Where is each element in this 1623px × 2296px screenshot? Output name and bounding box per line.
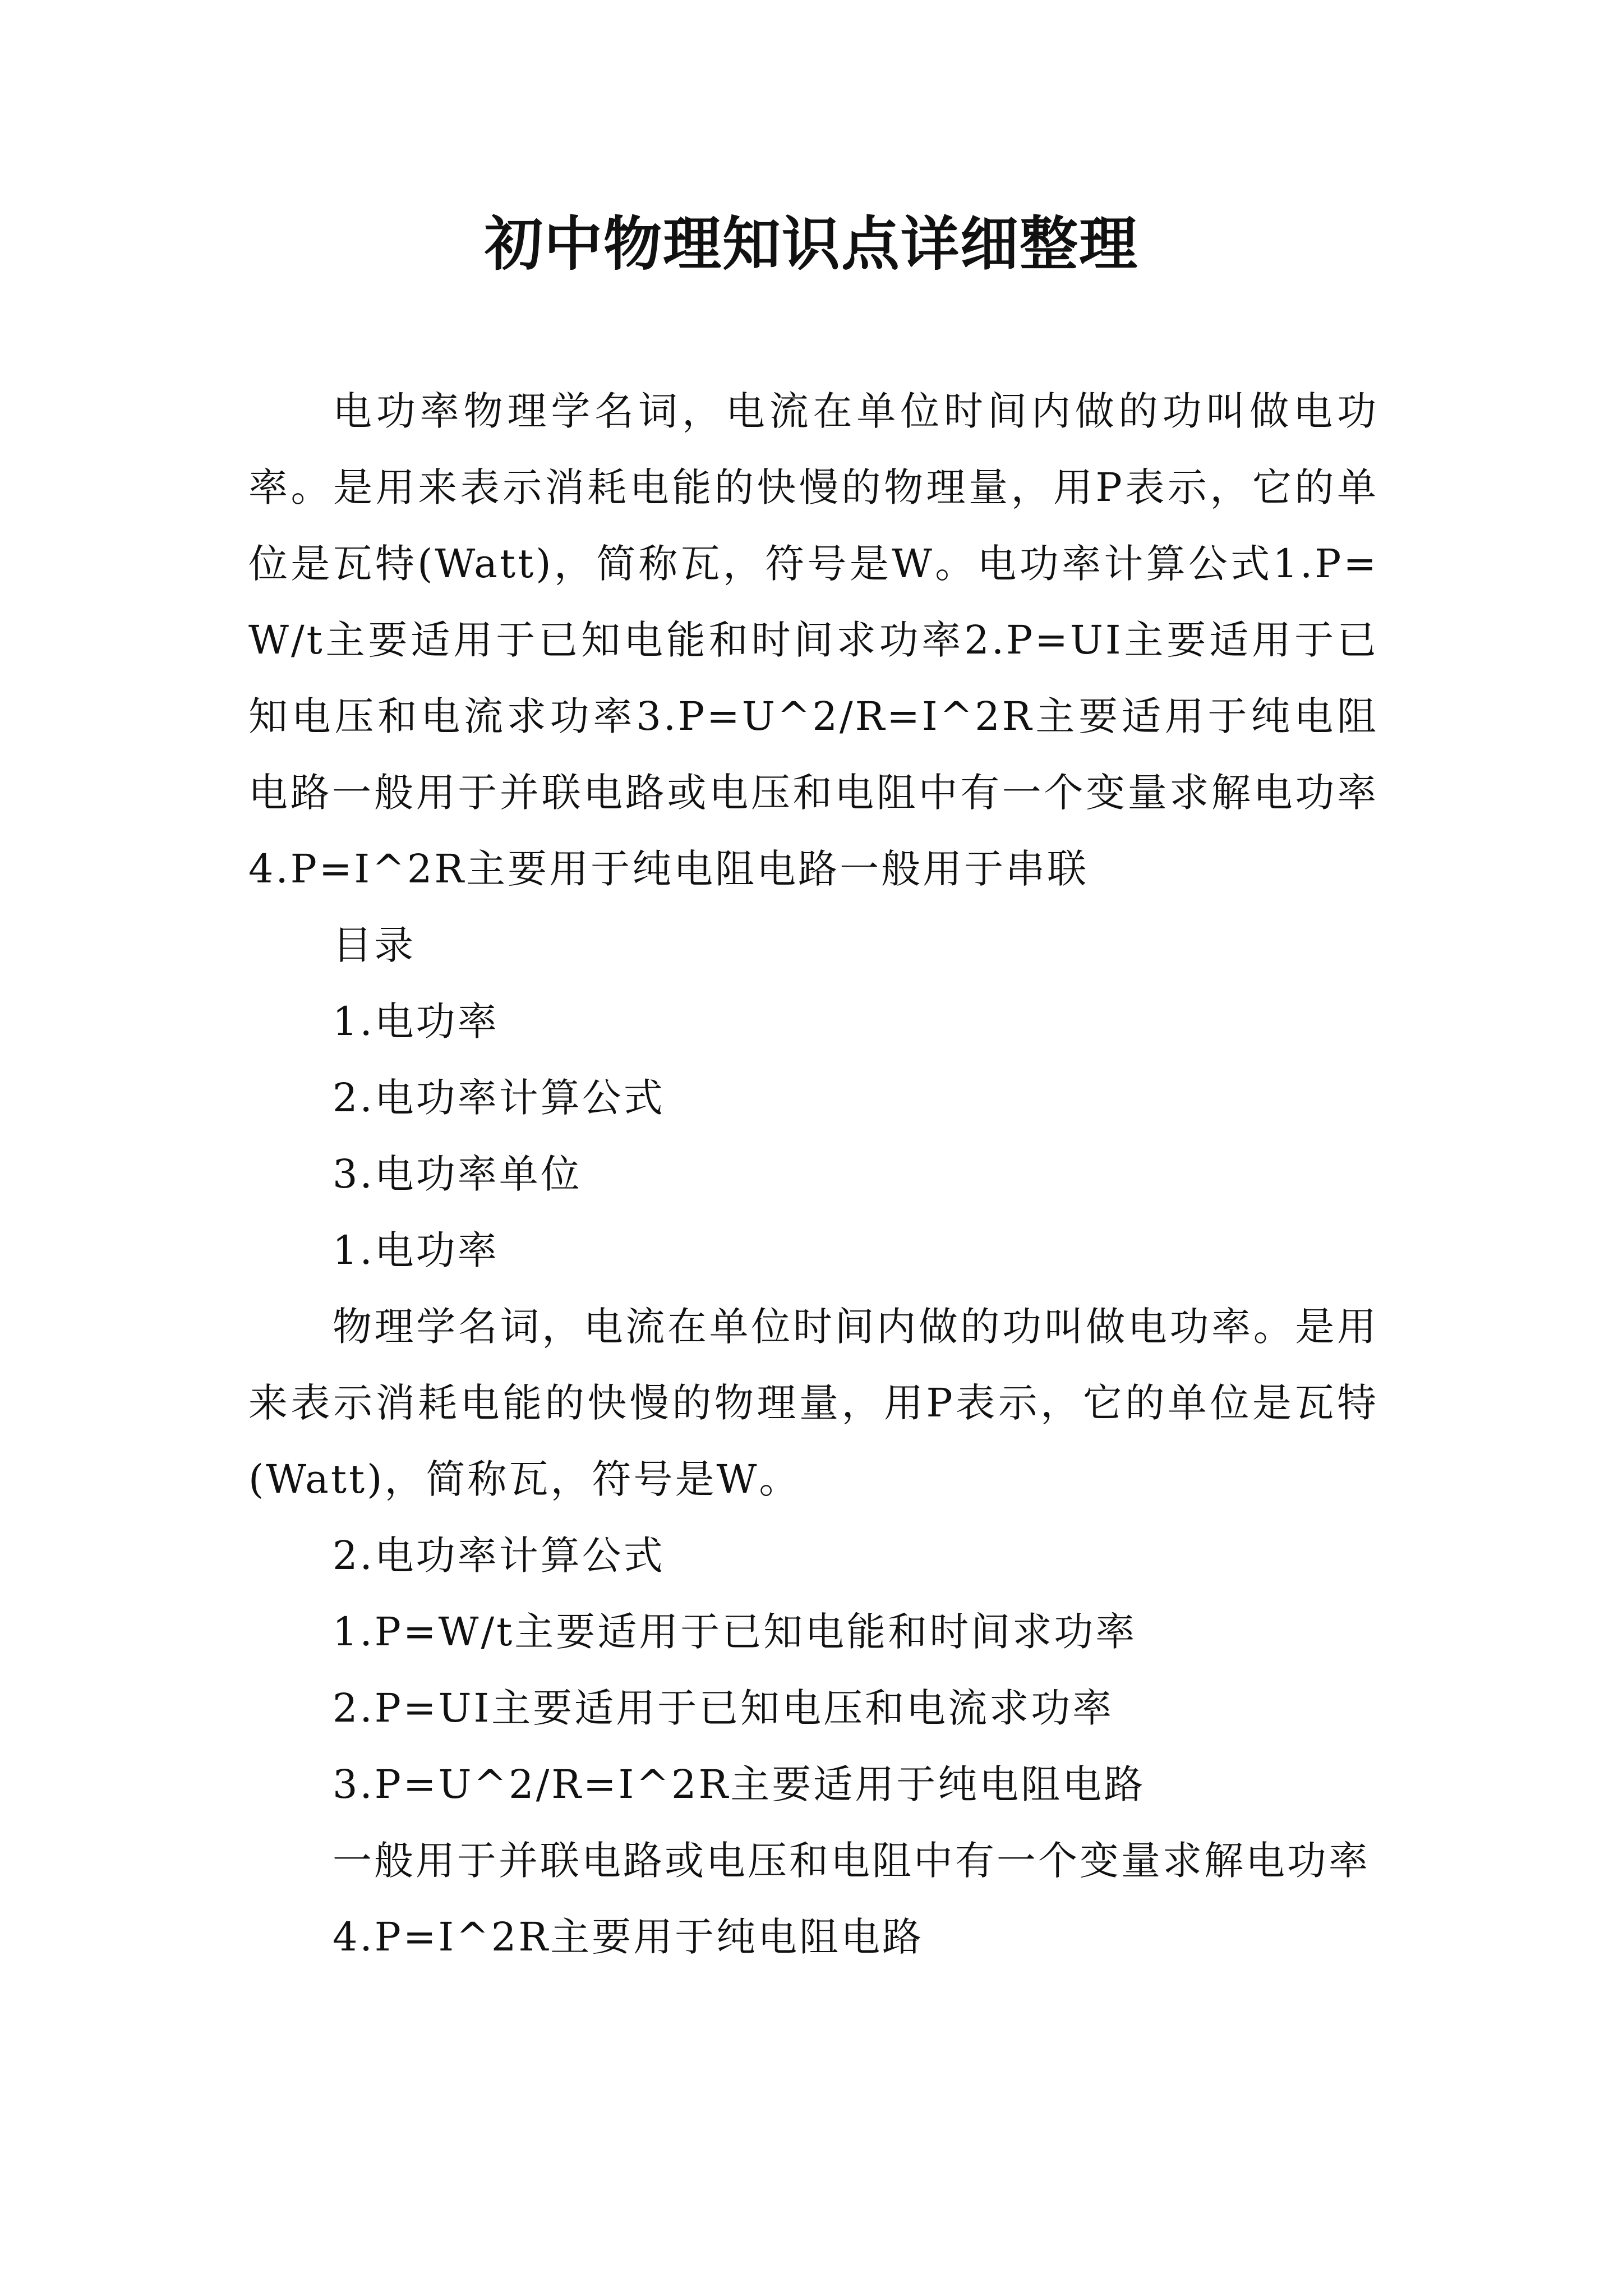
toc-item: 1.电功率 — [333, 999, 499, 1045]
formula-line: 2.P=UI主要适用于已知电压和电流求功率 — [333, 1685, 1114, 1731]
formula-line: 4.P=I^2R主要用于纯电阻电路 — [333, 1914, 924, 1960]
section-paragraph: 物理学名词，电流在单位时间内做的功叫做电功率。是用来表示消耗电能的快慢的物理量，用P表示，它的单位是瓦特(Watt)，简称瓦，符号是W。 — [248, 1304, 1378, 1502]
toc-heading: 目录 — [333, 922, 416, 968]
formula-line: 1.P=W/t主要适用于已知电能和时间求功率 — [333, 1609, 1137, 1655]
formula-line: 3.P=U^2/R=I^2R主要适用于纯电阻电路 — [333, 1761, 1146, 1807]
formula-note: 一般用于并联电路或电压和电阻中有一个变量求解电功率 — [333, 1838, 1370, 1884]
document-title: 初中物理知识点详细整理 — [484, 209, 1138, 278]
document-body — [248, 373, 1378, 1975]
section-heading: 1.电功率 — [333, 1227, 499, 1273]
toc-item: 3.电功率单位 — [333, 1151, 582, 1197]
intro-paragraph: 电功率物理学名词，电流在单位时间内做的功叫做电功率。是用来表示消耗电能的快慢的物理量，用P表示，它的单位是瓦特(Watt)，简称瓦，符号是W。电功率计算公式1.P=W/t主要适用于已知电能和时间求功率2.P=UI主要适用于已知电压和电流求功率3.P=U^2/R=I^2R主要适用于纯电阻电路一般用于并联电路或电压和电阻中有一个变量求解电功率4.P=I^2R主要用于纯电阻电路一般用于串联 — [248, 388, 1378, 892]
section-heading: 2.电功率计算公式 — [333, 1533, 665, 1579]
toc-item: 2.电功率计算公式 — [333, 1075, 665, 1121]
